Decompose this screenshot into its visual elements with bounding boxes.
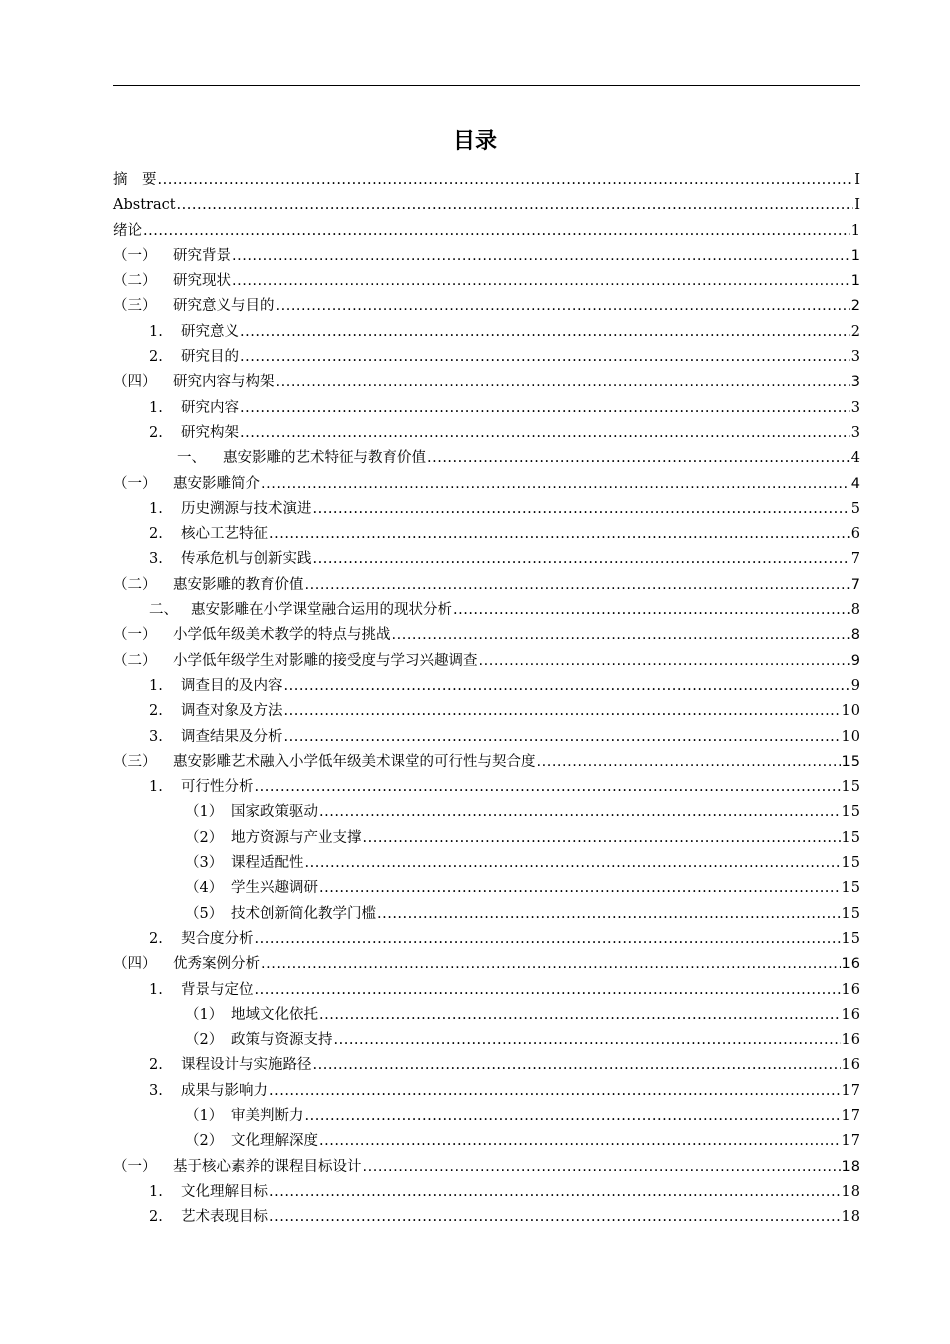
toc-entry[interactable] (113, 598, 860, 623)
toc-entry-page-number: 1 (850, 222, 860, 239)
dot-leader (276, 370, 850, 395)
toc-entry-label: 基于核心素养的课程目标设计 (173, 1158, 362, 1175)
toc-entry-page-number: 9 (850, 652, 860, 669)
toc-entry-number: 2. (149, 1057, 163, 1074)
toc-entry-label: 研究构架 (181, 424, 239, 441)
dot-leader (377, 902, 841, 927)
toc-entry[interactable] (113, 1003, 860, 1028)
toc-entry-page-number: 18 (841, 1209, 860, 1226)
toc-entry-page-number: 3 (850, 399, 860, 416)
toc-entry-number: （1） (185, 1107, 224, 1124)
toc-entry[interactable] (113, 370, 860, 395)
toc-entry-number: （2） (185, 1032, 224, 1049)
toc-entry-number: （四） (113, 374, 157, 391)
toc-entry-page-number: 15 (841, 930, 860, 947)
toc-entry-number: （二） (113, 273, 157, 290)
toc-entry-number: 2. (149, 349, 163, 366)
toc-entry[interactable] (113, 497, 860, 522)
toc-entry[interactable] (113, 320, 860, 345)
toc-entry[interactable] (113, 1028, 860, 1053)
toc-entry-page-number: 2 (850, 323, 860, 340)
toc-entry[interactable] (113, 800, 860, 825)
dot-leader (284, 674, 850, 699)
toc-entry-number: 1. (149, 323, 163, 340)
toc-entry[interactable] (113, 1129, 860, 1154)
toc-entry-number: 2. (149, 526, 163, 543)
dot-leader (240, 345, 850, 370)
toc-entry[interactable] (113, 1180, 860, 1205)
toc-entry-label: 惠安影雕的教育价值 (173, 576, 304, 593)
toc-entry-number: （一） (113, 1158, 157, 1175)
toc-entry-page-number: 4 (850, 450, 860, 467)
dot-leader (232, 244, 850, 269)
toc-entry-number: （四） (113, 956, 157, 973)
dot-leader (392, 623, 850, 648)
toc-entry-label: 地域文化依托 (231, 1006, 318, 1023)
toc-entry-page-number: 16 (841, 1057, 860, 1074)
toc-entry-label: 背景与定位 (181, 981, 254, 998)
toc-entry-page-number: 5 (850, 500, 860, 517)
toc-entry-number: 3. (149, 1082, 163, 1099)
toc-entry-label: 惠安影雕艺术融入小学低年级美术课堂的可行性与契合度 (173, 753, 536, 770)
dot-leader (305, 1104, 841, 1129)
toc-entry-number: 2. (149, 424, 163, 441)
toc-entry-number: （一） (113, 627, 157, 644)
toc-entry-number: （3） (185, 855, 224, 872)
dot-leader (319, 876, 841, 901)
dot-leader (240, 320, 850, 345)
dot-leader (240, 396, 850, 421)
toc-entry-number: （5） (185, 905, 224, 922)
toc-entry-label: 课程适配性 (231, 855, 304, 872)
dot-leader (427, 446, 850, 471)
toc-entry[interactable] (113, 1155, 860, 1180)
dot-leader (232, 269, 850, 294)
toc-entry[interactable] (113, 1053, 860, 1078)
toc-entry-label: 研究意义与目的 (173, 298, 275, 315)
toc-entry-label: 核心工艺特征 (181, 526, 268, 543)
toc-entry[interactable] (113, 396, 860, 421)
toc-entry-page-number: 7 (850, 576, 860, 593)
toc-entry-label: 研究背景 (173, 247, 231, 264)
toc-entry-page-number: 17 (841, 1133, 860, 1150)
toc-entry-page-number: 8 (850, 627, 860, 644)
toc-entry-number: （三） (113, 753, 157, 770)
toc-entry[interactable] (113, 547, 860, 572)
dot-leader (284, 699, 841, 724)
dot-leader (537, 750, 841, 775)
toc-entry-page-number: 3 (850, 349, 860, 366)
toc-entry-page-number: 16 (841, 981, 860, 998)
toc-entry-page-number: 15 (841, 804, 860, 821)
toc-entry[interactable] (113, 1205, 860, 1230)
toc-entry-page-number: 7 (850, 551, 860, 568)
toc-entry-page-number: 15 (841, 753, 860, 770)
toc-entry[interactable] (113, 851, 860, 876)
toc-entry-page-number: 9 (850, 677, 860, 694)
dot-leader (255, 927, 841, 952)
toc-entry-label: 摘 要 (113, 172, 157, 188)
toc-entry[interactable] (113, 244, 860, 269)
toc-entry-page-number: I (854, 172, 860, 188)
dot-leader (269, 1180, 841, 1205)
toc-entry-page-number: 18 (841, 1158, 860, 1175)
toc-entry-number: （4） (185, 880, 224, 897)
dot-leader (261, 952, 841, 977)
toc-entry-label: 历史溯源与技术演进 (181, 500, 312, 517)
toc-entry-page-number: 3 (850, 374, 860, 391)
toc-entry-label: 小学低年级美术教学的特点与挑战 (173, 627, 391, 644)
toc-entry[interactable] (113, 674, 860, 699)
toc-entry-label: 契合度分析 (181, 930, 254, 947)
toc-entry-label: 绪论 (113, 222, 142, 239)
toc-entry[interactable] (113, 750, 860, 775)
toc-entry-number: （2） (185, 829, 224, 846)
toc-entry-page-number: 16 (841, 956, 860, 973)
toc-entry-page-number: 1 (850, 247, 860, 264)
toc-entry-page-number: 6 (850, 526, 860, 543)
toc-entry-label: 研究内容 (181, 399, 239, 416)
toc-entry[interactable] (113, 168, 860, 193)
dot-leader (158, 168, 854, 193)
dot-leader (269, 1079, 841, 1104)
dot-leader (334, 1028, 841, 1053)
toc-entry-page-number: 10 (841, 703, 860, 720)
toc-entry-page-number: 16 (841, 1006, 860, 1023)
toc-entry-number: （二） (113, 576, 157, 593)
dot-leader (240, 421, 850, 446)
dot-leader (305, 851, 841, 876)
toc-entry-number: 1. (149, 677, 163, 694)
toc-entry-number: （一） (113, 247, 157, 264)
dot-leader (313, 1053, 841, 1078)
toc-entry[interactable] (113, 345, 860, 370)
toc-entry[interactable] (113, 219, 860, 244)
toc-entry-number: （2） (185, 1133, 224, 1150)
toc-entry[interactable] (113, 446, 860, 471)
dot-leader (269, 522, 850, 547)
dot-leader (319, 800, 841, 825)
toc-entry[interactable] (113, 826, 860, 851)
toc-entry-page-number: 15 (841, 880, 860, 897)
toc-entry-page-number: 4 (850, 475, 860, 492)
toc-entry-page-number: 15 (841, 829, 860, 846)
toc-entry[interactable] (113, 725, 860, 750)
toc-entry-number: 3. (149, 728, 163, 745)
dot-leader (255, 978, 841, 1003)
toc-entry-label: 研究现状 (173, 273, 231, 290)
toc-entry-label: 调查目的及内容 (181, 677, 283, 694)
toc-entry-page-number: 17 (841, 1082, 860, 1099)
toc-entry-number: （1） (185, 804, 224, 821)
dot-leader (305, 573, 850, 598)
toc-entry-page-number: 3 (850, 424, 860, 441)
toc-entry[interactable] (113, 294, 860, 319)
toc-entry-label: 地方资源与产业支撑 (231, 829, 362, 846)
toc-entry[interactable] (113, 978, 860, 1003)
page-title: 目录 (452, 129, 497, 154)
toc-entry-label: 调查对象及方法 (181, 703, 283, 720)
toc-entry-page-number: 1 (850, 273, 860, 290)
toc-entry-label: 文化理解目标 (181, 1183, 268, 1200)
toc-entry-label: 文化理解深度 (231, 1133, 318, 1150)
toc-entry-page-number: 16 (841, 1032, 860, 1049)
toc-entry[interactable] (113, 193, 860, 218)
toc-entry[interactable] (113, 522, 860, 547)
toc-entry-label: 研究意义 (181, 323, 239, 340)
toc-entry[interactable] (113, 472, 860, 497)
toc-entry[interactable] (113, 649, 860, 674)
toc-entry-page-number: 15 (841, 779, 860, 796)
toc-entry-label: 成果与影响力 (181, 1082, 268, 1099)
toc-entry-number: 二、 (149, 602, 178, 619)
toc-entry[interactable] (113, 421, 860, 446)
toc-entry-label: 惠安影雕在小学课堂融合运用的现状分析 (191, 602, 452, 619)
toc-entry-number: （三） (113, 298, 157, 315)
toc-entry-number: 1. (149, 500, 163, 517)
toc-entry[interactable] (113, 902, 860, 927)
toc-entry-label: 艺术表现目标 (181, 1209, 268, 1226)
toc-entry-label: 传承危机与创新实践 (181, 551, 312, 568)
toc-entry[interactable] (113, 876, 860, 901)
toc-entry-number: 一、 (177, 450, 206, 467)
toc-entry-number: 2. (149, 703, 163, 720)
dot-leader (313, 497, 850, 522)
dot-leader (453, 598, 850, 623)
toc-entry[interactable] (113, 952, 860, 977)
toc-entry-page-number: 18 (841, 1183, 860, 1200)
dot-leader (143, 219, 850, 244)
toc-entry[interactable] (113, 573, 860, 598)
toc-entry[interactable] (113, 775, 860, 800)
toc-entry-number: （1） (185, 1006, 224, 1023)
dot-leader (276, 294, 850, 319)
toc-entry-label: 调查结果及分析 (181, 728, 283, 745)
toc-entry[interactable] (113, 1104, 860, 1129)
toc-entry-number: （二） (113, 652, 157, 669)
toc-entry-page-number: 17 (841, 1107, 860, 1124)
toc-entry-label: 研究内容与构架 (173, 374, 275, 391)
toc-entry-number: 1. (149, 981, 163, 998)
toc-entry-number: 2. (149, 930, 163, 947)
toc-entry-label: 课程设计与实施路径 (181, 1057, 312, 1074)
toc-entry-page-number: I (854, 197, 860, 214)
toc-entry-label: 研究目的 (181, 349, 239, 366)
dot-leader (255, 775, 841, 800)
table-of-contents (113, 168, 860, 1230)
toc-entry-page-number: 8 (850, 602, 860, 619)
dot-leader (313, 547, 850, 572)
toc-entry[interactable] (113, 269, 860, 294)
toc-entry-label: 可行性分析 (181, 779, 254, 796)
header-rule (113, 85, 860, 86)
toc-entry-number: 3. (149, 551, 163, 568)
toc-entry-label: Abstract (113, 197, 176, 214)
dot-leader (319, 1129, 841, 1154)
toc-entry-number: 2. (149, 1209, 163, 1226)
toc-entry-label: 国家政策驱动 (231, 804, 318, 821)
dot-leader (363, 826, 841, 851)
toc-entry-page-number: 15 (841, 905, 860, 922)
toc-entry-number: 1. (149, 399, 163, 416)
toc-entry[interactable] (113, 699, 860, 724)
toc-entry-label: 惠安影雕的艺术特征与教育价值 (223, 450, 426, 467)
toc-entry-label: 学生兴趣调研 (231, 880, 318, 897)
dot-leader (261, 472, 850, 497)
toc-entry-label: 技术创新简化教学门槛 (231, 905, 376, 922)
toc-entry-label: 小学低年级学生对影雕的接受度与学习兴趣调查 (173, 652, 478, 669)
toc-entry[interactable] (113, 927, 860, 952)
dot-leader (284, 725, 841, 750)
dot-leader (177, 193, 854, 218)
toc-entry-page-number: 2 (850, 298, 860, 315)
toc-entry-label: 审美判断力 (231, 1107, 304, 1124)
dot-leader (319, 1003, 841, 1028)
toc-entry[interactable] (113, 1079, 860, 1104)
toc-entry-label: 惠安影雕简介 (173, 475, 260, 492)
dot-leader (479, 649, 850, 674)
toc-entry-label: 政策与资源支持 (231, 1032, 333, 1049)
toc-entry-page-number: 10 (841, 728, 860, 745)
toc-entry-number: （一） (113, 475, 157, 492)
toc-entry-number: 1. (149, 779, 163, 796)
toc-entry-number: 1. (149, 1183, 163, 1200)
dot-leader (363, 1155, 841, 1180)
dot-leader (269, 1205, 841, 1230)
toc-entry-label: 优秀案例分析 (173, 956, 260, 973)
toc-entry[interactable] (113, 623, 860, 648)
toc-entry-page-number: 15 (841, 855, 860, 872)
